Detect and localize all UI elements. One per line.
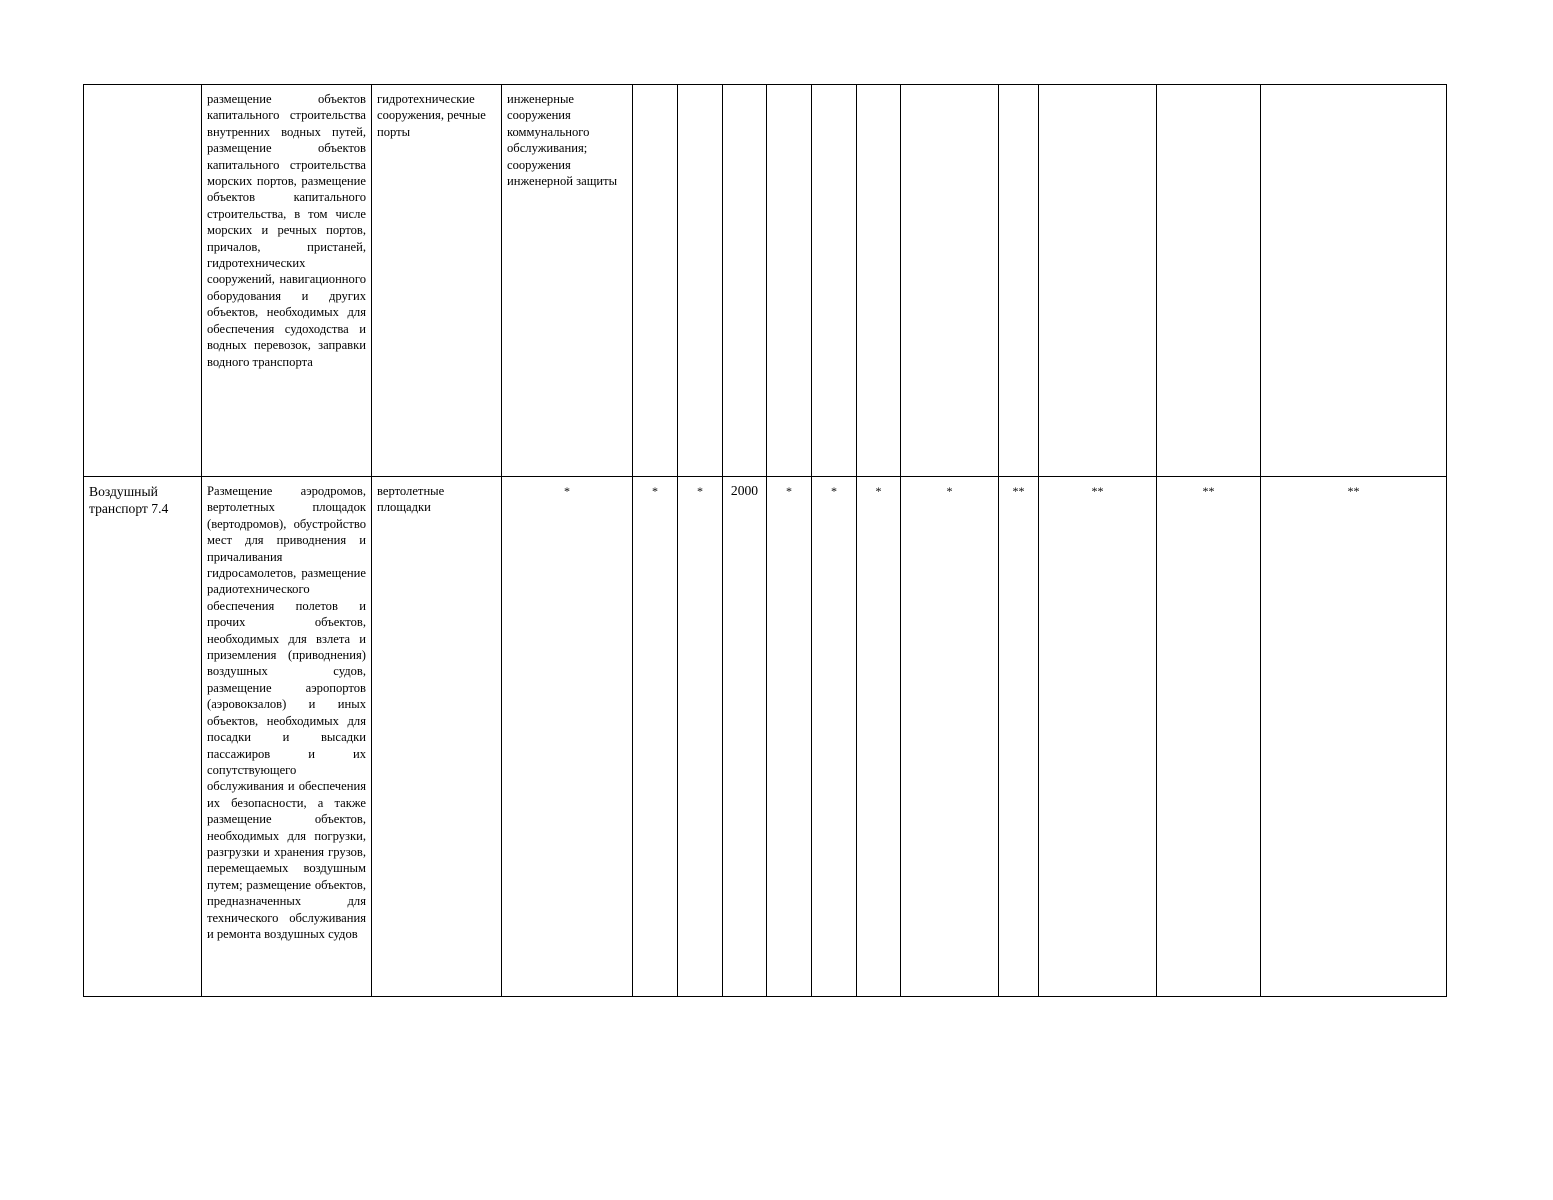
param-value: * bbox=[875, 484, 882, 498]
param-value: * bbox=[831, 484, 837, 498]
auxiliary-objects-text: инженерные сооружения коммунального обслуживания; сооружения инженерной защиты bbox=[507, 92, 618, 189]
param-value: ** bbox=[1202, 484, 1215, 498]
auxiliary-objects-text: * bbox=[564, 484, 570, 498]
param-cell bbox=[857, 85, 901, 477]
main-objects-text: вертолетные площадки bbox=[377, 484, 445, 515]
param-cell bbox=[633, 85, 678, 477]
use-name-cell bbox=[84, 85, 202, 477]
param-cell bbox=[1261, 85, 1447, 477]
param-cell bbox=[1039, 477, 1157, 997]
param-value: * bbox=[697, 484, 703, 498]
param-cell bbox=[1157, 477, 1261, 997]
use-description-cell bbox=[202, 477, 372, 997]
param-cell bbox=[678, 85, 723, 477]
main-objects-text: гидротехнические сооружения, речные порты bbox=[377, 92, 486, 139]
param-cell bbox=[767, 85, 812, 477]
param-cell bbox=[1261, 477, 1447, 997]
param-value: ** bbox=[1091, 484, 1104, 498]
main-objects-cell bbox=[372, 85, 502, 477]
param-cell bbox=[901, 477, 999, 997]
table-row bbox=[84, 477, 1447, 997]
param-cell bbox=[1039, 85, 1157, 477]
param-value: ** bbox=[1347, 484, 1360, 498]
param-value: 2000 bbox=[730, 483, 759, 498]
param-cell bbox=[812, 477, 857, 997]
table-row bbox=[84, 85, 1447, 477]
param-cell bbox=[723, 85, 767, 477]
param-cell bbox=[999, 477, 1039, 997]
use-name-cell: Воздушный транспорт 7.4 bbox=[84, 477, 202, 997]
param-value: ** bbox=[1012, 484, 1025, 498]
use-description-cell bbox=[202, 85, 372, 477]
param-cell bbox=[633, 477, 678, 997]
param-cell bbox=[767, 477, 812, 997]
use-description-text: Размещение аэродромов, вертолетных площадок (вертодромов), обустройство мест для приводнения и причаливания гидросамолетов, размещение радиотехнического обеспечения полетов и прочих объектов, необходимых для взлета и приземления (приводнения) воздушных судов, размещение аэропортов (аэровокзалов) и иных объектов, необходимых для посадки и высадки пассажиров и их сопутствующего обслуживания и обеспечения их безопасности, а также размещение объектов, необходимых для погрузки, разгрузки и хранения грузов, перемещаемых воздушным путем; размещение объектов, предназначенных для технического обслуживания и ремонта воздушных судов bbox=[207, 484, 366, 941]
param-cell bbox=[999, 85, 1039, 477]
auxiliary-objects-cell bbox=[502, 477, 633, 997]
param-cell bbox=[678, 477, 723, 997]
param-cell bbox=[812, 85, 857, 477]
param-value: * bbox=[946, 484, 953, 498]
param-cell bbox=[1157, 85, 1261, 477]
param-cell bbox=[901, 85, 999, 477]
main-objects-cell bbox=[372, 477, 502, 997]
param-cell bbox=[857, 477, 901, 997]
regulations-table bbox=[83, 84, 1447, 997]
param-value: * bbox=[786, 484, 792, 498]
auxiliary-objects-cell bbox=[502, 85, 633, 477]
param-value: * bbox=[652, 484, 658, 498]
use-description-text: размещение объектов капитального строительства внутренних водных путей, размещение объектов капитального строительства морских портов, размещение объектов капитального строительства, в том числе морских и речных портов, причалов, пристаней, гидротехнических сооружений, навигационного оборудования и других объектов, необходимых для обеспечения судоходства и водных перевозок, заправки водного транспорта bbox=[207, 92, 366, 369]
param-cell bbox=[723, 477, 767, 997]
